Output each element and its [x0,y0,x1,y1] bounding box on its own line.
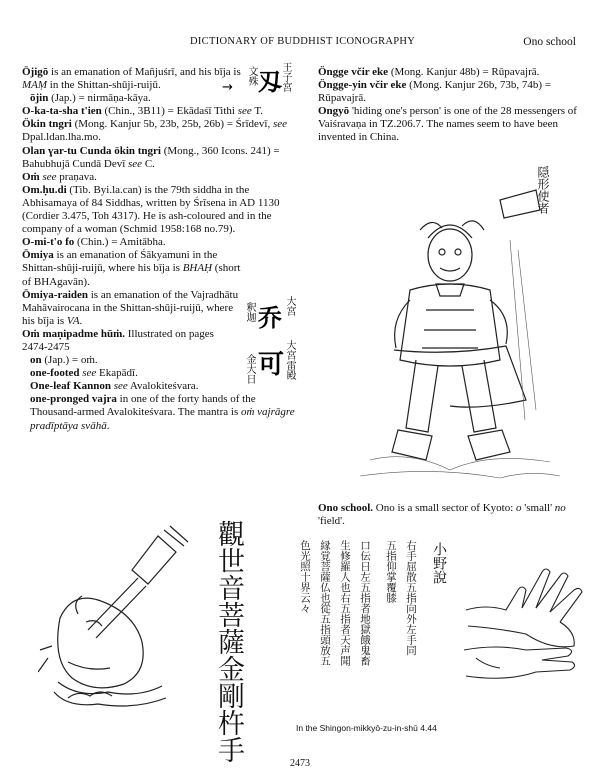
headword: Ōmiya [22,249,54,262]
omiya-seal [244,296,300,332]
entry-ongge-yin [318,79,588,105]
bija: MAṂ [22,79,48,92]
entry-text: 'hiding one's person' is one of the 28 messengers of Vaiśravaṇa in TZ.206.7. The names seem to have been invented in China. [318,105,577,144]
headword: Ōjigō [22,66,49,78]
entry-omiya [22,249,304,288]
entry-text: is an emanation of Mañjuśrī, and his bīja is [48,66,241,78]
see-ref: see [237,105,252,118]
arrow-icon: → [222,80,233,95]
headword: Om.ḥu.di [22,183,67,196]
ono-school-entry [318,502,588,528]
vajra-hand-icon [38,522,208,712]
entry-text: (short of BHAgavān). [22,262,241,288]
page-header [0,36,600,52]
bija: VA [66,314,80,327]
messenger-illustration [350,160,568,490]
see-ref: see [272,118,288,131]
hand-gesture-icon [456,550,592,690]
entry-text: Avalokiteśvara. [127,380,199,393]
entry-omhudi [22,184,304,236]
entry-text: . [106,419,110,432]
headword: One-leaf Kannon [30,380,111,393]
headword: O-ka-ta-sha t'ien [22,105,102,118]
entry-text: Ekapādī. [96,367,138,380]
entry-text: (Mong. Kanjur 5b, 23b, 25b, 26b) = Śrīdevī, [71,118,273,131]
omiya-raiden-seal [244,340,300,400]
running-section: Ono school [523,36,576,48]
entry-ongyo [318,105,588,144]
headword: Oṁ maṇipadme hūṁ. [22,327,125,340]
vajra-hand-illustration [38,522,208,712]
entry-text: (Chin., 3B11) = Ekādaśī Tithi [101,105,238,118]
entry-text: C. [142,157,155,170]
headword: Öngge-yin včir eke [318,79,407,92]
see-ref: see [110,380,128,393]
cjk-label: 王子宮 [280,62,291,92]
headword: Oṁ [22,170,40,183]
entry-om [22,171,304,184]
bija-glyph-icon: 可 [258,350,285,380]
entry-text: 'field'. [318,515,345,528]
entry-text: Illustrated on pages 2474-2475 [22,327,214,353]
cjk-label: 文殊 [246,66,257,86]
headword: Ono school. [318,502,374,514]
bija-glyph-icon: 刄 [258,68,282,96]
entry-text: (Mong., 360 Icons. 241) = Bahubhujā Cundā Devī [22,144,280,170]
headword: Öngge včir eke [318,66,389,78]
entry-okatasha [22,105,304,118]
see-ref: see [39,170,57,183]
right-column [318,66,588,145]
running-title: DICTIONARY OF BUDDHIST ICONOGRAPHY [190,36,416,47]
cjk-label: 大宮 [284,296,295,316]
japanese-term: no [554,502,566,514]
entry-text: T. [251,105,263,118]
entry-text: in the Shittan-shūji-ruijū. [47,79,161,92]
headword: Ökin tngri [22,118,72,131]
ono-text-block [286,540,426,710]
ono-text-column: 右手屈散五指向外左手同 [405,540,417,656]
entry-ongge-vcir-eke [318,66,588,79]
headword: one-footed [30,367,80,380]
entry-text: (Mong. Kanjur 26b, 73b, 74b) = Rūpavajrā. [318,79,552,105]
bija: BHAḤ [182,262,213,275]
headword: Ōmiya-raiden [22,288,88,301]
page-number: 2473 [290,758,310,769]
entry-text: (Jap.) = oṁ. [41,354,98,367]
entry-text: Ono is a small sector of Kyoto: [373,502,516,514]
headword: Ongyō [318,105,350,118]
ono-text-column: 口伝日左五指者地獄餓鬼畜 [359,540,371,666]
headword: ōjin [30,92,49,105]
entry-text: in one of the forty hands of the Thousand-armed Avalokiteśvara. The mantra is [30,393,256,419]
entry-text: (Tib. Byi.la.can) is the 79th siddha in the Abhisamaya of 84 Siddhas, written by Śrīsena in AD 1130 (Cordier 3.475, Toh 4317). He is ash-coloured and in the company of a woman (Schmid 1958:168 no.79). [22,183,280,236]
entry-text: praṇava. [56,170,97,183]
entry-text: (Jap.) = nirmāṇa-kāya. [48,92,151,105]
entry-text: Dpal.ldan.lha.mo. [22,131,101,144]
headword: one-pronged vajra [30,393,117,406]
ono-text-column: 五指仰掌覆膝 [385,540,397,603]
entry-text: (Mong. Kanjur 48b) = Rūpavajrā. [388,66,540,78]
see-ref: see [79,367,97,380]
entry-okin-tngri [22,118,304,144]
ono-text-column: 生修羅人也右五指者天声聞 [339,540,351,666]
avalokitesvara-vajra-title: 觀世音菩薩金剛杵手 [213,520,244,763]
figure-caption: In the Shingon-mikkyō-zu-in-shū 4.44 [296,723,437,733]
entry-text: . [79,314,83,327]
headword: O-mi-t'o fo [22,236,75,249]
japanese-term: o [516,502,522,514]
entry-text: is an emanation of Śākyamuni in the Shittan-shūji-ruijū, where his bīja is [22,249,218,275]
entry-text: 'small' [521,502,555,514]
headword: Olan ɣar-tu Cunda ökin tngri [22,144,161,157]
ono-title: 小野說 [431,542,447,584]
entry-omitofo [22,236,304,249]
ono-text-column: 色光照十界云々 [299,540,311,614]
cjk-label: 金大日 [244,354,255,384]
mantra: oṁ vajrāgre pradīptāya svāhā [30,406,295,432]
cjk-label: 大宮雷殿 [284,340,295,380]
entry-text: (Chin.) = Amitābha. [74,236,166,249]
ono-text-column: 縁覚菩薩仏也從五指頭放五 [319,540,331,666]
hands-illustration [456,550,592,690]
cjk-label: 釈迦 [244,302,255,322]
figure-label: 隠形使者 [536,166,550,214]
entry-olan [22,145,304,171]
bija-glyph-icon: 乔 [258,304,282,332]
ojigo-seal [222,62,302,96]
headword: on [30,354,42,367]
see-ref: see [128,157,143,170]
entry-text: is an emanation of the Vajradhātu Mahāvairocana in the Shittan-shūji-ruijū, where his bīja is [22,288,239,327]
